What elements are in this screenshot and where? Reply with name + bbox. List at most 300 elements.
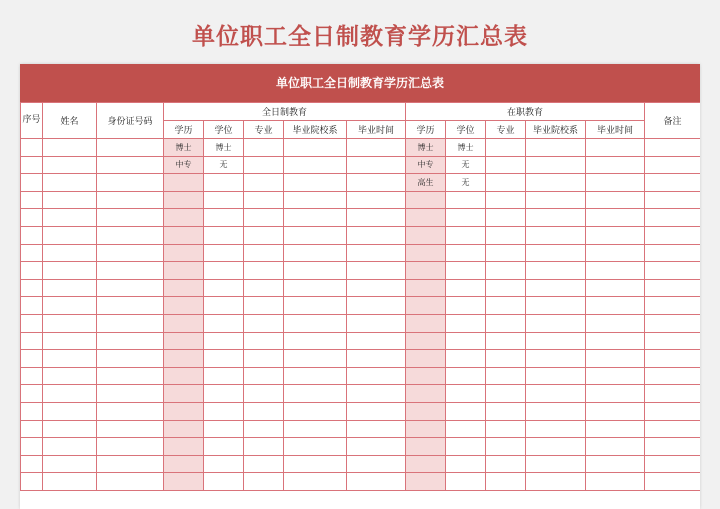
cell-ft-degree[interactable] [204,191,244,209]
cell-is-degree[interactable] [446,402,486,420]
cell-is-major[interactable] [486,174,526,192]
cell-ft-education[interactable] [164,473,204,491]
cell-ft-major[interactable] [244,314,284,332]
cell-ft-major[interactable] [244,139,284,157]
cell-name[interactable] [43,367,97,385]
cell-id[interactable] [97,367,164,385]
cell-is-education[interactable] [406,191,446,209]
cell-seq[interactable] [21,262,43,280]
cell-remark[interactable] [645,438,700,456]
cell-remark[interactable] [645,226,700,244]
cell-ft-grad-time[interactable] [347,279,406,297]
spreadsheet [20,64,700,509]
cell-is-education[interactable] [406,367,446,385]
cell-is-grad-time[interactable] [586,279,645,297]
cell-ft-degree[interactable] [204,209,244,227]
cell-ft-major[interactable] [244,209,284,227]
cell-ft-degree[interactable] [204,332,244,350]
cell-ft-degree[interactable] [204,244,244,262]
cell-ft-degree[interactable]: 无 [204,156,244,174]
cell-id[interactable] [97,262,164,280]
cell-seq[interactable] [21,244,43,262]
cell-seq[interactable] [21,438,43,456]
cell-is-major[interactable] [486,226,526,244]
cell-id[interactable] [97,385,164,403]
cell-ft-school[interactable] [284,279,347,297]
cell-ft-degree[interactable] [204,174,244,192]
cell-seq[interactable] [21,139,43,157]
cell-is-education[interactable]: 高生 [406,174,446,192]
cell-id[interactable] [97,420,164,438]
cell-is-degree[interactable] [446,438,486,456]
table-row [21,367,701,385]
table-row [21,332,701,350]
cell-ft-school[interactable] [284,226,347,244]
cell-is-degree[interactable] [446,455,486,473]
cell-is-grad-time[interactable] [586,314,645,332]
cell-remark[interactable] [645,262,700,280]
cell-is-education[interactable] [406,209,446,227]
cell-is-school[interactable] [526,226,586,244]
cell-is-grad-time[interactable] [586,156,645,174]
cell-ft-school[interactable] [284,314,347,332]
cell-remark[interactable] [645,420,700,438]
cell-seq[interactable] [21,473,43,491]
cell-remark[interactable] [645,279,700,297]
cell-seq[interactable] [21,385,43,403]
cell-ft-school[interactable] [284,420,347,438]
cell-remark[interactable] [645,244,700,262]
cell-is-degree[interactable] [446,367,486,385]
cell-remark[interactable] [645,314,700,332]
cell-ft-education[interactable] [164,174,204,192]
cell-is-education[interactable] [406,402,446,420]
cell-ft-education[interactable] [164,262,204,280]
cell-name[interactable] [43,332,97,350]
cell-seq[interactable] [21,420,43,438]
cell-name[interactable] [43,279,97,297]
header-inservice-group: 在职教育 [406,103,645,121]
cell-remark[interactable] [645,402,700,420]
cell-ft-grad-time[interactable] [347,262,406,280]
cell-ft-school[interactable] [284,455,347,473]
table-row [21,297,701,315]
cell-ft-degree[interactable] [204,385,244,403]
cell-is-major[interactable] [486,279,526,297]
cell-name[interactable] [43,297,97,315]
cell-ft-education[interactable] [164,438,204,456]
cell-is-major[interactable] [486,385,526,403]
cell-name[interactable] [43,455,97,473]
cell-seq[interactable] [21,367,43,385]
cell-ft-grad-time[interactable] [347,455,406,473]
cell-is-degree[interactable] [446,385,486,403]
cell-is-degree[interactable] [446,279,486,297]
cell-name[interactable] [43,438,97,456]
cell-ft-education[interactable] [164,332,204,350]
cell-ft-degree[interactable] [204,438,244,456]
cell-ft-education[interactable] [164,209,204,227]
cell-ft-education[interactable] [164,455,204,473]
cell-ft-education[interactable] [164,420,204,438]
cell-remark[interactable] [645,455,700,473]
cell-is-education[interactable] [406,438,446,456]
cell-id[interactable] [97,139,164,157]
header-remark: 备注 [645,103,700,139]
cell-remark[interactable] [645,367,700,385]
cell-is-school[interactable] [526,438,586,456]
cell-remark[interactable] [645,297,700,315]
cell-seq[interactable] [21,297,43,315]
cell-seq[interactable] [21,402,43,420]
cell-is-grad-time[interactable] [586,385,645,403]
cell-ft-degree[interactable] [204,367,244,385]
cell-ft-degree[interactable] [204,297,244,315]
cell-is-education[interactable] [406,226,446,244]
cell-is-major[interactable] [486,332,526,350]
cell-ft-degree[interactable] [204,350,244,368]
cell-ft-education[interactable] [164,350,204,368]
cell-is-grad-time[interactable] [586,455,645,473]
cell-remark[interactable] [645,385,700,403]
cell-ft-major[interactable] [244,420,284,438]
cell-is-major[interactable] [486,139,526,157]
cell-name[interactable] [43,402,97,420]
cell-is-education[interactable] [406,244,446,262]
cell-is-degree[interactable] [446,332,486,350]
table-row [21,174,701,192]
cell-is-major[interactable] [486,209,526,227]
cell-is-degree[interactable] [446,297,486,315]
cell-is-degree[interactable] [446,209,486,227]
cell-remark[interactable] [645,473,700,491]
cell-ft-major[interactable] [244,191,284,209]
cell-name[interactable] [43,174,97,192]
cell-ft-education[interactable] [164,367,204,385]
cell-ft-grad-time[interactable] [347,332,406,350]
cell-id[interactable] [97,314,164,332]
cell-ft-degree[interactable] [204,314,244,332]
table-row [21,455,701,473]
header-is-school: 毕业院校系 [526,121,586,139]
cell-is-education[interactable] [406,385,446,403]
cell-ft-school[interactable] [284,350,347,368]
cell-is-degree[interactable] [446,244,486,262]
cell-is-school[interactable] [526,279,586,297]
cell-ft-grad-time[interactable] [347,350,406,368]
cell-ft-grad-time[interactable] [347,297,406,315]
cell-seq[interactable] [21,350,43,368]
cell-ft-major[interactable] [244,455,284,473]
cell-name[interactable] [43,139,97,157]
cell-ft-major[interactable] [244,385,284,403]
header-seq: 序号 [21,103,43,139]
cell-ft-grad-time[interactable] [347,174,406,192]
cell-seq[interactable] [21,279,43,297]
header-ft-education: 学历 [164,121,204,139]
table-row [21,420,701,438]
cell-ft-degree[interactable] [204,420,244,438]
header-ft-grad-time: 毕业时间 [347,121,406,139]
cell-is-degree[interactable] [446,262,486,280]
cell-ft-grad-time[interactable] [347,156,406,174]
header-is-major: 专业 [486,121,526,139]
cell-is-major[interactable] [486,244,526,262]
cell-ft-school[interactable] [284,473,347,491]
cell-ft-grad-time[interactable] [347,244,406,262]
cell-is-degree[interactable]: 博士 [446,139,486,157]
cell-ft-education[interactable]: 博士 [164,139,204,157]
cell-ft-degree[interactable] [204,402,244,420]
cell-remark[interactable] [645,139,700,157]
cell-is-education[interactable] [406,262,446,280]
cell-name[interactable] [43,473,97,491]
cell-ft-degree[interactable] [204,455,244,473]
cell-id[interactable] [97,297,164,315]
cell-is-school[interactable] [526,191,586,209]
cell-remark[interactable] [645,209,700,227]
cell-ft-grad-time[interactable] [347,209,406,227]
cell-seq[interactable] [21,174,43,192]
cell-ft-grad-time[interactable] [347,314,406,332]
cell-ft-degree[interactable] [204,226,244,244]
cell-is-degree[interactable] [446,420,486,438]
cell-id[interactable] [97,350,164,368]
cell-is-major[interactable] [486,402,526,420]
cell-is-degree[interactable] [446,473,486,491]
cell-ft-grad-time[interactable] [347,420,406,438]
cell-is-grad-time[interactable] [586,350,645,368]
cell-ft-school[interactable] [284,438,347,456]
header-is-degree: 学位 [446,121,486,139]
cell-name[interactable] [43,156,97,174]
cell-is-degree[interactable] [446,191,486,209]
cell-ft-major[interactable] [244,350,284,368]
cell-ft-major[interactable] [244,244,284,262]
cell-ft-school[interactable] [284,402,347,420]
cell-ft-school[interactable] [284,174,347,192]
cell-ft-grad-time[interactable] [347,438,406,456]
cell-ft-education[interactable] [164,226,204,244]
cell-remark[interactable] [645,174,700,192]
cell-name[interactable] [43,385,97,403]
cell-is-grad-time[interactable] [586,191,645,209]
cell-is-education[interactable] [406,455,446,473]
cell-is-school[interactable] [526,156,586,174]
cell-seq[interactable] [21,314,43,332]
cell-id[interactable] [97,156,164,174]
cell-id[interactable] [97,174,164,192]
cell-is-major[interactable] [486,297,526,315]
cell-id[interactable] [97,455,164,473]
cell-ft-education[interactable] [164,244,204,262]
cell-id[interactable] [97,279,164,297]
cell-is-school[interactable] [526,455,586,473]
cell-is-education[interactable] [406,473,446,491]
cell-seq[interactable] [21,226,43,244]
cell-ft-school[interactable] [284,209,347,227]
cell-remark[interactable] [645,156,700,174]
cell-ft-grad-time[interactable] [347,473,406,491]
cell-is-major[interactable] [486,314,526,332]
cell-is-major[interactable] [486,191,526,209]
cell-is-degree[interactable] [446,226,486,244]
cell-name[interactable] [43,226,97,244]
cell-ft-school[interactable] [284,332,347,350]
cell-is-grad-time[interactable] [586,402,645,420]
cell-ft-degree[interactable] [204,262,244,280]
cell-ft-degree[interactable]: 博士 [204,139,244,157]
cell-is-major[interactable] [486,262,526,280]
cell-ft-grad-time[interactable] [347,191,406,209]
table-row [21,244,701,262]
table-row [21,191,701,209]
cell-is-major[interactable] [486,350,526,368]
cell-is-grad-time[interactable] [586,174,645,192]
cell-ft-major[interactable] [244,279,284,297]
cell-seq[interactable] [21,156,43,174]
cell-ft-major[interactable] [244,174,284,192]
cell-is-school[interactable] [526,314,586,332]
table-row [21,402,701,420]
cell-ft-education[interactable] [164,314,204,332]
cell-ft-major[interactable] [244,438,284,456]
cell-is-degree[interactable] [446,350,486,368]
cell-ft-school[interactable] [284,385,347,403]
cell-is-grad-time[interactable] [586,420,645,438]
cell-is-grad-time[interactable] [586,367,645,385]
cell-is-grad-time[interactable] [586,473,645,491]
cell-ft-school[interactable] [284,191,347,209]
cell-is-major[interactable] [486,420,526,438]
cell-is-school[interactable] [526,350,586,368]
cell-ft-school[interactable] [284,244,347,262]
cell-is-grad-time[interactable] [586,139,645,157]
cell-is-school[interactable] [526,332,586,350]
cell-id[interactable] [97,191,164,209]
cell-is-education[interactable] [406,332,446,350]
cell-is-grad-time[interactable] [586,262,645,280]
cell-is-school[interactable] [526,244,586,262]
header-ft-major: 专业 [244,121,284,139]
cell-is-grad-time[interactable] [586,438,645,456]
cell-name[interactable] [43,350,97,368]
cell-is-school[interactable] [526,402,586,420]
header-ft-school: 毕业院校系 [284,121,347,139]
cell-ft-grad-time[interactable] [347,402,406,420]
cell-ft-school[interactable] [284,297,347,315]
cell-is-degree[interactable]: 无 [446,156,486,174]
cell-id[interactable] [97,402,164,420]
cell-ft-major[interactable] [244,297,284,315]
cell-ft-education[interactable] [164,279,204,297]
cell-ft-education[interactable] [164,385,204,403]
cell-ft-school[interactable] [284,139,347,157]
cell-is-education[interactable]: 博士 [406,139,446,157]
cell-id[interactable] [97,473,164,491]
cell-is-education[interactable] [406,350,446,368]
cell-name[interactable] [43,314,97,332]
cell-ft-education[interactable]: 中专 [164,156,204,174]
cell-ft-school[interactable] [284,367,347,385]
cell-name[interactable] [43,420,97,438]
cell-is-school[interactable] [526,473,586,491]
cell-ft-education[interactable] [164,191,204,209]
cell-is-major[interactable] [486,473,526,491]
cell-seq[interactable] [21,332,43,350]
cell-ft-degree[interactable] [204,279,244,297]
cell-is-grad-time[interactable] [586,209,645,227]
cell-is-grad-time[interactable] [586,332,645,350]
cell-ft-degree[interactable] [204,473,244,491]
cell-is-major[interactable] [486,367,526,385]
cell-is-grad-time[interactable] [586,226,645,244]
cell-ft-grad-time[interactable] [347,385,406,403]
cell-name[interactable] [43,244,97,262]
cell-ft-grad-time[interactable] [347,367,406,385]
cell-is-degree[interactable]: 无 [446,174,486,192]
cell-is-grad-time[interactable] [586,244,645,262]
cell-is-education[interactable]: 中专 [406,156,446,174]
cell-remark[interactable] [645,332,700,350]
cell-ft-major[interactable] [244,156,284,174]
cell-id[interactable] [97,438,164,456]
cell-remark[interactable] [645,191,700,209]
cell-id[interactable] [97,244,164,262]
cell-is-school[interactable] [526,209,586,227]
cell-id[interactable] [97,209,164,227]
cell-ft-major[interactable] [244,402,284,420]
cell-is-degree[interactable] [446,314,486,332]
cell-ft-major[interactable] [244,367,284,385]
cell-ft-education[interactable] [164,297,204,315]
cell-is-major[interactable] [486,156,526,174]
cell-is-school[interactable] [526,262,586,280]
cell-is-major[interactable] [486,455,526,473]
cell-is-school[interactable] [526,139,586,157]
cell-ft-grad-time[interactable] [347,139,406,157]
cell-is-education[interactable] [406,420,446,438]
cell-is-education[interactable] [406,314,446,332]
cell-ft-grad-time[interactable] [347,226,406,244]
cell-ft-school[interactable] [284,156,347,174]
cell-name[interactable] [43,209,97,227]
cell-ft-major[interactable] [244,473,284,491]
cell-seq[interactable] [21,191,43,209]
cell-remark[interactable] [645,350,700,368]
cell-is-school[interactable] [526,385,586,403]
cell-ft-major[interactable] [244,332,284,350]
cell-is-school[interactable] [526,297,586,315]
cell-name[interactable] [43,262,97,280]
cell-is-education[interactable] [406,297,446,315]
cell-ft-major[interactable] [244,262,284,280]
cell-ft-education[interactable] [164,402,204,420]
cell-ft-school[interactable] [284,262,347,280]
cell-id[interactable] [97,226,164,244]
cell-is-major[interactable] [486,438,526,456]
cell-is-school[interactable] [526,174,586,192]
cell-name[interactable] [43,191,97,209]
cell-is-education[interactable] [406,279,446,297]
cell-id[interactable] [97,332,164,350]
cell-ft-major[interactable] [244,226,284,244]
cell-seq[interactable] [21,455,43,473]
cell-is-school[interactable] [526,420,586,438]
cell-is-school[interactable] [526,367,586,385]
cell-seq[interactable] [21,209,43,227]
cell-is-grad-time[interactable] [586,297,645,315]
